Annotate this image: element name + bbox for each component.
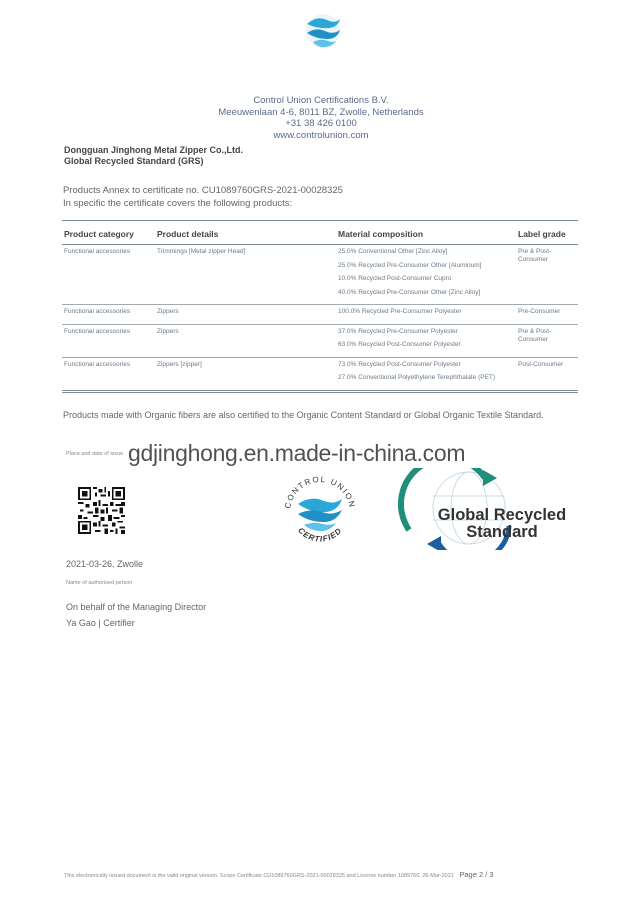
material-line: 63.0% Recycled Post-Consumer Polyester [338,341,461,348]
col-header-category: Product category [62,221,155,245]
cell-grade: Pre & Post-Consumer [516,324,578,357]
issuer-name: Control Union Certifications B.V. [253,95,389,106]
cell-material [336,305,516,325]
control-union-logo-icon [303,12,343,50]
col-header-material: Material composition [336,221,516,245]
material-line: 37.0% Recycled Pre-Consumer Polyester [338,327,458,335]
grs-wordmark-line1: Global Recycled [437,506,567,524]
cell-material [336,357,516,391]
table-header-row [62,221,578,245]
col-header-details: Product details [155,221,336,245]
material-line: 27.0% Conventional Polyethylene Terephthalate (PET) [338,374,496,381]
cell-category: Functional accessories [62,305,155,325]
page-number: Page 2 / 3 [459,870,494,879]
cell-grade: Pre & Post-Consumer [516,245,578,305]
cell-details: Zippers [155,324,336,357]
annex-intro [63,184,343,210]
material-line: 73.0% Recycled Post-Consumer Polyester [338,360,461,368]
place-date-label: Place and date of issue [66,451,124,457]
qr-code-icon[interactable] [78,487,125,534]
organic-note: Products made with Organic fibers are also certified to the Organic Content Standard or Global Organic Textile Standard. [63,410,544,420]
authorised-person-label: Name of authorised person [66,580,133,586]
place-date-value: 2021-03-26, Zwolle [66,559,144,569]
footer-text: This electronically issued document is the valid original version. Scope Certificate CU1089760GRS-2021-00028325 and License number 1089760, 26-Mar-2021 [64,873,454,879]
material-line: 10.0% Recycled Post-Consumer Cupro [338,275,452,282]
cell-category: Functional accessories [62,357,155,391]
certifier-name: Ya Gao | Certifier [66,618,135,628]
behalf-line: On behalf of the Managing Director [66,602,207,612]
products-table [62,220,578,393]
issuer-website[interactable]: www.controlunion.com [273,129,369,141]
company-name: Dongguan Jinghong Metal Zipper Co.,Ltd. [64,145,243,155]
issuer-phone: +31 38 426 0100 [285,118,357,129]
cell-grade: Post-Consumer [516,357,578,391]
cell-category: Functional accessories [62,245,155,305]
cell-material [336,245,516,305]
issuer-address: Meeuwenlaan 4-6, 8011 BZ, Zwolle, Netherlands [218,106,424,118]
table-row [62,357,578,391]
material-line: 100.0% Recycled Pre-Consumer Polyester [338,308,462,315]
grs-logo-wordmark [428,507,576,541]
seal-bottom-text: CERTIFIED [296,525,344,544]
certified-company [64,145,243,167]
cell-details: Zippers [155,305,336,325]
material-line: 40.0% Recycled Pre-Consumer Other [Zinc Alloy] [338,288,481,296]
col-header-grade: Label grade [516,221,578,245]
seal-top-text: CONTROL UNION [283,474,357,510]
cell-details: Zippers [zipper] [155,357,336,391]
control-union-certified-seal-icon [278,468,362,552]
annex-scope-line: In specific the certificate covers the following products: [63,198,293,209]
table-row [62,245,578,305]
annex-certificate-line: Products Annex to certificate no. CU1089760GRS-2021-00028325 [63,185,343,196]
material-line: 25.0% Recycled Pre-Consumer Other [Aluminum] [338,261,482,269]
table-row [62,305,578,325]
cell-category: Functional accessories [62,324,155,357]
cell-details: Trimmings [Metal zipper Head] [155,245,336,305]
page-footer [64,870,584,879]
issuer-address-block [0,95,642,141]
cell-grade: Pre-Consumer [516,305,578,325]
grs-wordmark-line2: Standard [466,523,538,541]
signatory-block [66,599,206,631]
table-row [62,324,578,357]
watermark-text: gdjinghong.en.made-in-china.com [128,440,466,466]
material-line: 25.0% Conventional Other [Zinc Alloy] [338,248,448,255]
company-standard: Global Recycled Standard (GRS) [64,156,204,166]
cell-material [336,324,516,357]
